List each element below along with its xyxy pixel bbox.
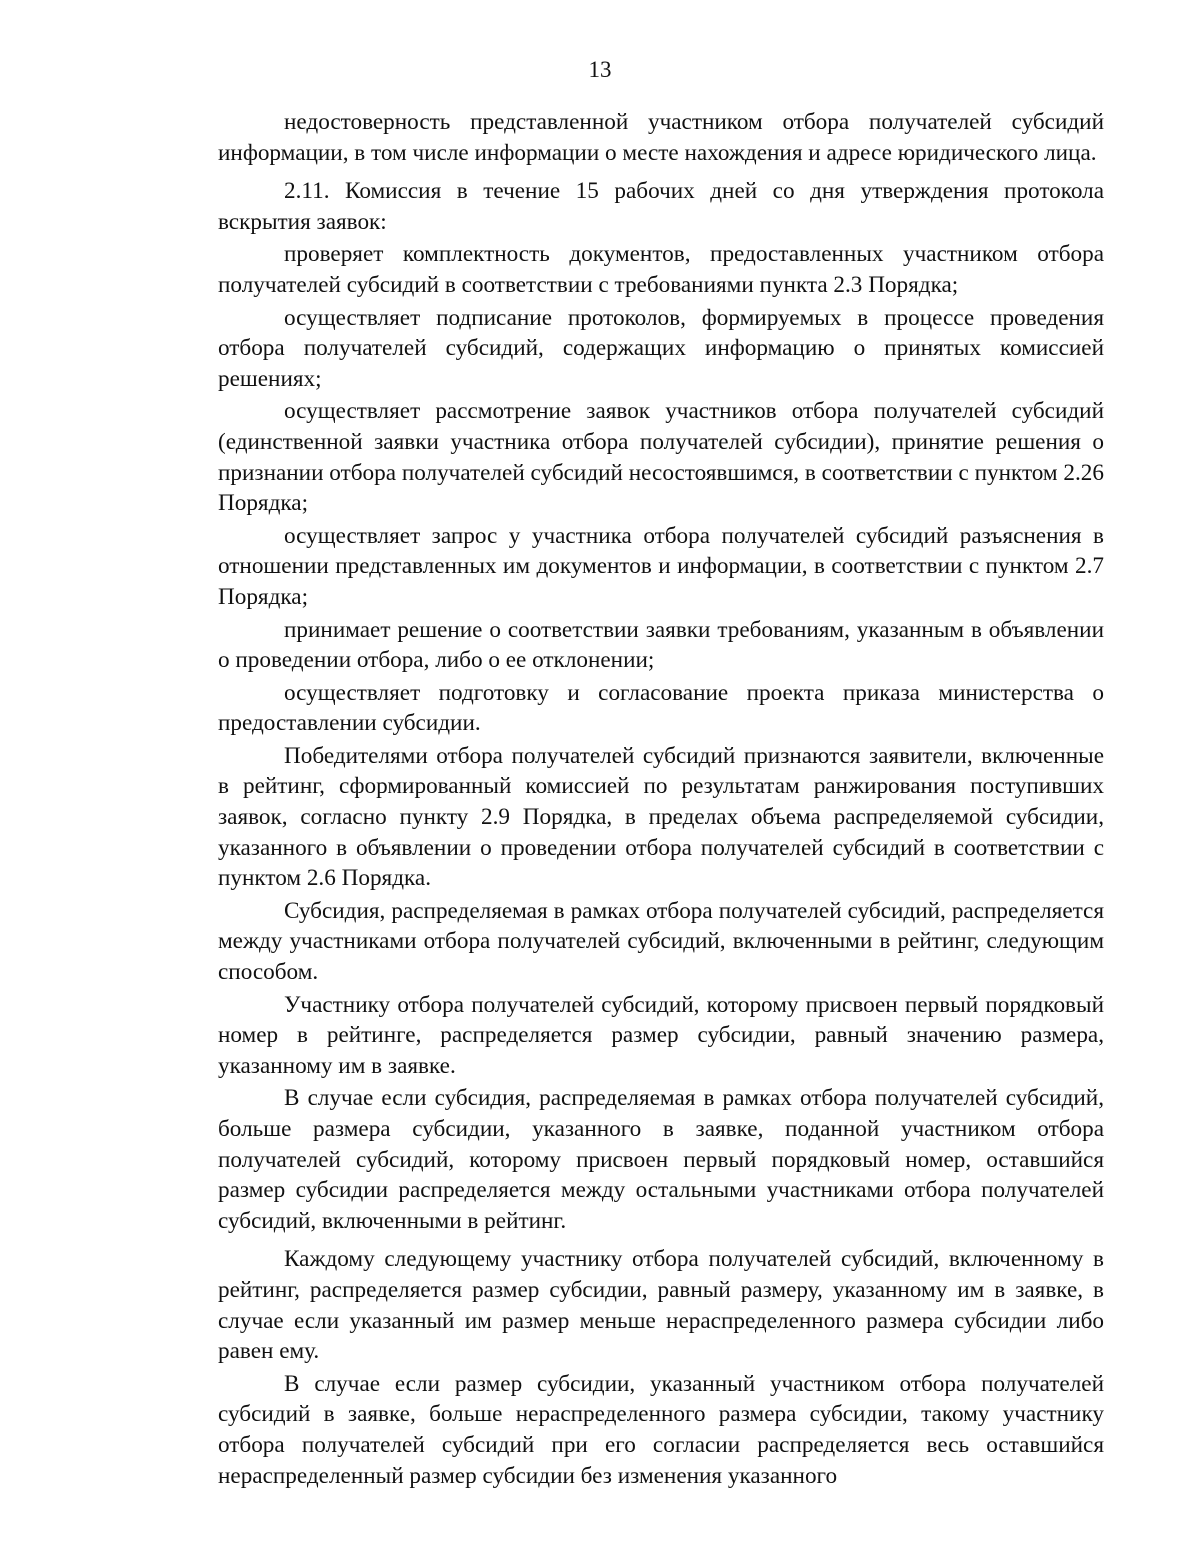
paragraph-checks-completeness: проверяет комплектность документов, предоставленных участником отбора получателей субсидий в соответствии с требованиями пункта 2.3 Порядка; xyxy=(218,241,1104,298)
paragraph-unreliable-info: недостоверность представленной участником отбора получателей субсидий информации, в том числе информации о месте нахождения и адресе юридического лица. xyxy=(218,109,1104,166)
paragraph-exceeding-amount: В случае если размер субсидии, указанный участником отбора получателей субсидий в заявке, больше нераспределенного размера субсидии, такому участнику отбора получателей субсидий при его согласии распределяется весь оставшийся нераспределенный размер субсидии без изменения указанного xyxy=(218,1370,1104,1489)
document-body xyxy=(218,107,1104,1491)
paragraph-winners: Победителями отбора получателей субсидий признаются заявители, включенные в рейтинг, сформированный комиссией по результатам ранжирования поступивших заявок, согласно пункту 2.9 Порядка, в пределах объема распределяемой субсидии, указанного в объявлении о проведении отбора получателей субсидий в соответствии с пунктом 2.6 Порядка. xyxy=(218,742,1104,892)
paragraph-first-participant: Участнику отбора получателей субсидий, которому присвоен первый порядковый номер в рейтинге, распределяется размер субсидии, равный значению размера, указанному им в заявке. xyxy=(218,991,1104,1079)
paragraph-decision-compliance: принимает решение о соответствии заявки требованиям, указанным в объявлении о проведении отбора, либо о ее отклонении; xyxy=(218,616,1104,674)
paragraph-signs-protocols: осуществляет подписание протоколов, формируемых в процессе проведения отбора получателей субсидий, содержащих информацию о принятых комиссией решениях; xyxy=(218,304,1104,392)
paragraph-requests-clarification: осуществляет запрос у участника отбора получателей субсидий разъяснения в отношении представленных им документов и информации, в соответствии с пунктом 2.7 Порядка; xyxy=(218,522,1104,610)
paragraph-2-11-intro: 2.11. Комиссия в течение 15 рабочих дней со дня утверждения протокола вскрытия заявок: xyxy=(218,178,1104,235)
paragraph-prepares-order: осуществляет подготовку и согласование проекта приказа министерства о предоставлении субсидии. xyxy=(218,679,1104,737)
paragraph-remaining-distribution: В случае если субсидия, распределяемая в рамках отбора получателей субсидий, больше размера субсидии, указанного в заявке, поданной участником отбора получателей субсидий, которому присвоен первый порядковый номер, оставшийся размер субсидии распределяется между остальными участниками отбора получателей субсидий, включенными в рейтинг. xyxy=(218,1085,1104,1234)
page-number: 13 xyxy=(588,57,612,82)
paragraph-reviews-applications: осуществляет рассмотрение заявок участников отбора получателей субсидий (единственной заявки участника отбора получателей субсидии), принятие решения о признании отбора получателей субсидий несостоявшимся, в соответствии с пунктом 2.26 Порядка; xyxy=(218,398,1104,517)
paragraph-distribution-method: Субсидия, распределяемая в рамках отбора получателей субсидий, распределяется между участниками отбора получателей субсидий, включенными в рейтинг, следующим способом. xyxy=(218,897,1104,986)
paragraph-each-next-participant: Каждому следующему участнику отбора получателей субсидий, включенному в рейтинг, распределяется размер субсидии, равный размеру, указанному им в заявке, в случае если указанный им размер меньше нераспределенного размера субсидии либо равен ему. xyxy=(218,1246,1104,1365)
